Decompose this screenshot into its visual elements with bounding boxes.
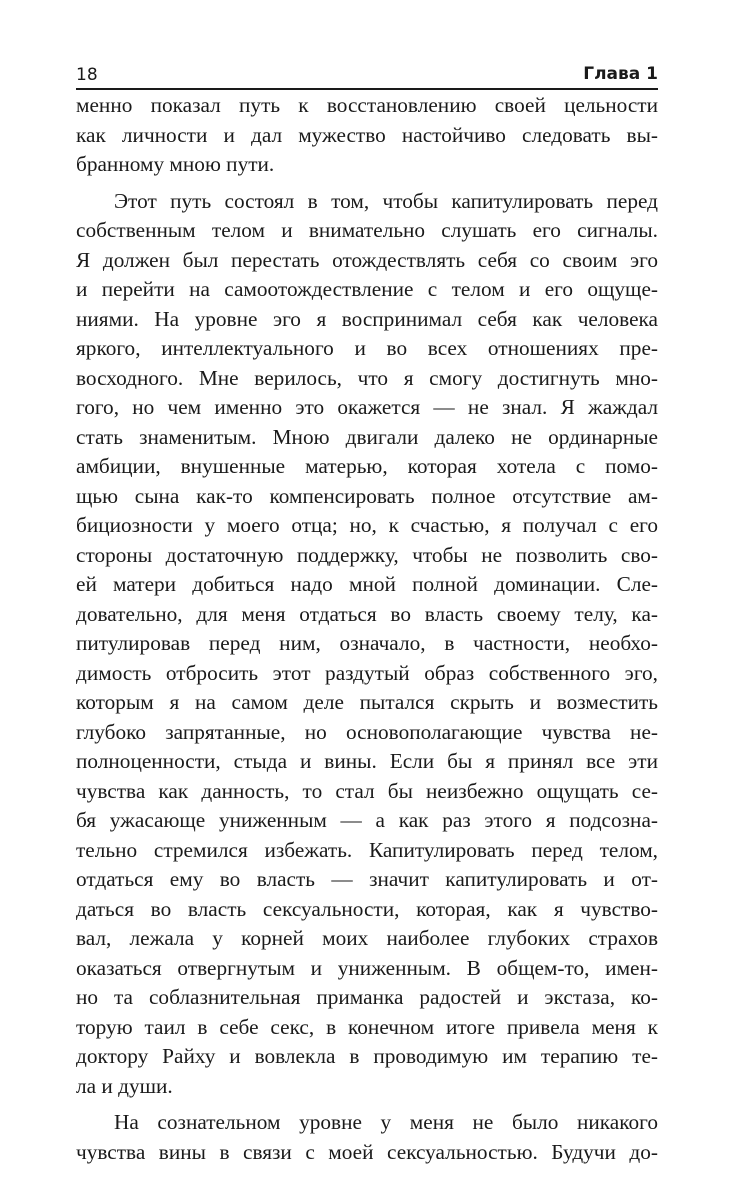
text-line: чувства как данность, то стал бы неизбежно ощущать се-	[76, 778, 658, 803]
text-line: стать знаменитым. Мною двигали далеко не ординарные	[76, 424, 658, 449]
text-line: даться во власть сексуальности, которая, как я чувство-	[76, 896, 658, 921]
body-text	[76, 91, 658, 1167]
text-line: бициозности у моего отца; но, к счастью, я получал с его	[76, 513, 658, 537]
text-line: глубоко запрятанные, но основополагающие чувства не-	[76, 719, 658, 744]
text-line: ей матери добиться надо мной полной доминации. Сле-	[76, 572, 658, 596]
text-line: бранному мною пути.	[76, 152, 275, 176]
text-line: На сознательном уровне у меня не было никакого	[114, 1110, 658, 1134]
text-line: полноценности, стыда и вины. Если бы я принял все эти	[76, 749, 658, 773]
chapter-title: Глава 1	[583, 64, 658, 84]
text-line: ла и души.	[76, 1073, 173, 1098]
text-line: вал, лежала у корней моих наиболее глубоких страхов	[76, 926, 658, 950]
text-line: отдаться ему во власть — значит капитулировать и от-	[76, 867, 658, 891]
text-line: гого, но чем именно это окажется — не знал. Я жаждал	[76, 395, 658, 419]
text-line: бя ужасающе униженным — а как раз этого я подсозна-	[76, 808, 658, 832]
text-line: доктору Райху и вовлекла в проводимую им терапию те-	[76, 1044, 658, 1068]
text-line: питулировав перед ним, означало, в частности, необхо-	[76, 631, 658, 655]
text-line: но та соблазнительная приманка радостей и экстаза, ко-	[76, 985, 658, 1009]
text-line: довательно, для меня отдаться во власть своему телу, ка-	[76, 601, 658, 626]
text-line: менно показал путь к восстановлению своей цельности	[76, 93, 658, 117]
text-line: и перейти на самоотождествление с телом и его ощуще-	[76, 277, 658, 301]
running-header	[76, 60, 658, 90]
paragraph	[76, 1108, 658, 1167]
text-line: оказаться отвергнутым и униженным. В общем-то, имен-	[76, 955, 658, 980]
text-line: торую таил в себе секс, в конечном итоге привела меня к	[76, 1014, 658, 1039]
text-line: яркого, интеллектуального и во всех отношениях пре-	[76, 336, 658, 360]
text-line: щью сына как-то компенсировать полное отсутствие ам-	[76, 483, 658, 508]
text-line: тельно стремился избежать. Капитулировать перед телом,	[76, 837, 658, 862]
text-line: как личности и дал мужество настойчиво следовать вы-	[76, 122, 658, 147]
paragraph	[76, 187, 658, 1102]
text-line: ниями. На уровне эго я воспринимал себя как человека	[76, 306, 658, 331]
paragraph-gap	[76, 1101, 658, 1108]
text-line: восходного. Мне верилось, что я смогу достигнуть мно-	[76, 365, 658, 390]
text-line: димость отбросить этот раздутый образ собственного эго,	[76, 660, 658, 685]
paragraph	[76, 91, 658, 180]
text-line: чувства вины в связи с моей сексуальностью. Будучи до-	[76, 1139, 658, 1164]
text-line: Этот путь состоял в том, чтобы капитулировать перед	[114, 188, 658, 213]
text-line: стороны достаточную поддержку, чтобы не позволить сво-	[76, 542, 658, 567]
text-line: собственным телом и внимательно слушать его сигналы.	[76, 218, 658, 242]
text-line: амбиции, внушенные матерью, которая хотела с помо-	[76, 454, 658, 478]
page-number: 18	[76, 65, 98, 85]
paragraph-gap	[76, 180, 658, 187]
text-line: которым я на самом деле пытался скрыть и возместить	[76, 690, 658, 714]
text-line: Я должен был перестать отождествлять себя со своим эго	[76, 247, 658, 272]
